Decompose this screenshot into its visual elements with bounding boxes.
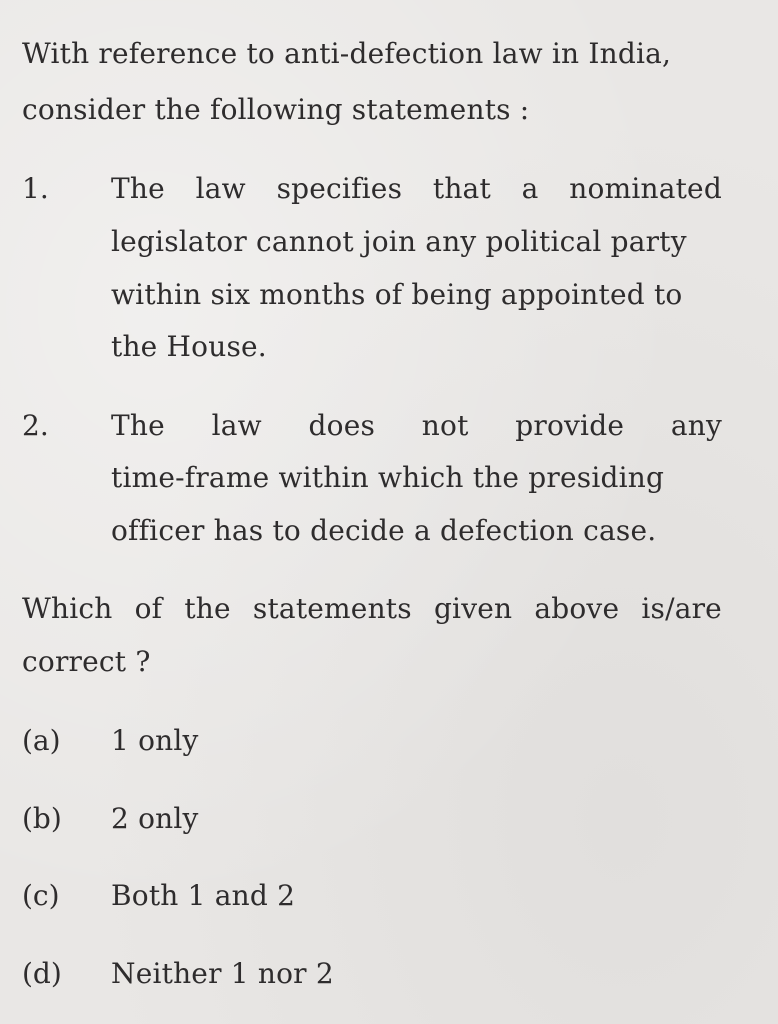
statement-1-line-3: within six months of being appointed to	[111, 278, 683, 311]
statement-2-line-1	[111, 409, 722, 442]
word: The	[111, 172, 165, 205]
word: Which	[22, 592, 113, 625]
question-stem-line-2	[22, 93, 530, 126]
word: above	[534, 592, 620, 625]
word: a	[521, 172, 539, 205]
word: any	[670, 409, 722, 442]
word: nominated	[569, 172, 722, 205]
word: of	[134, 592, 163, 625]
prompt-line-2: correct ?	[22, 645, 151, 678]
word: is/are	[641, 592, 722, 625]
word: not	[421, 409, 469, 442]
option-b-text: 2 only	[111, 802, 199, 835]
option-b-label: (b)	[22, 802, 62, 835]
word: does	[308, 409, 376, 442]
word: specifies	[276, 172, 403, 205]
statement-2-number: 2.	[22, 409, 49, 442]
word: The	[111, 409, 165, 442]
statement-1-number: 1.	[22, 172, 49, 205]
option-a-label: (a)	[22, 724, 61, 757]
word: law	[195, 172, 246, 205]
question-stem-line-1	[22, 37, 722, 70]
statement-2-line-2: time-frame within which the presiding	[111, 461, 665, 494]
statement-1-line-4: the House.	[111, 330, 267, 363]
word: the	[184, 592, 231, 625]
word: provide	[515, 409, 625, 442]
option-c-label: (c)	[22, 879, 60, 912]
option-c-text: Both 1 and 2	[111, 879, 296, 912]
stem-text: consider the following statements :	[22, 93, 530, 126]
option-a-text: 1 only	[111, 724, 199, 757]
word: given	[433, 592, 513, 625]
word: that	[432, 172, 491, 205]
word: statements	[252, 592, 412, 625]
statement-1-line-1	[111, 172, 722, 205]
option-d-text: Neither 1 nor 2	[111, 957, 334, 990]
word: law	[211, 409, 262, 442]
statement-2-line-3: officer has to decide a defection case.	[111, 514, 657, 547]
statement-1-line-2: legislator cannot join any political party	[111, 225, 687, 258]
prompt-line-1	[22, 592, 722, 625]
option-d-label: (d)	[22, 957, 62, 990]
stem-text: With reference to anti-defection law in India,	[22, 37, 672, 70]
